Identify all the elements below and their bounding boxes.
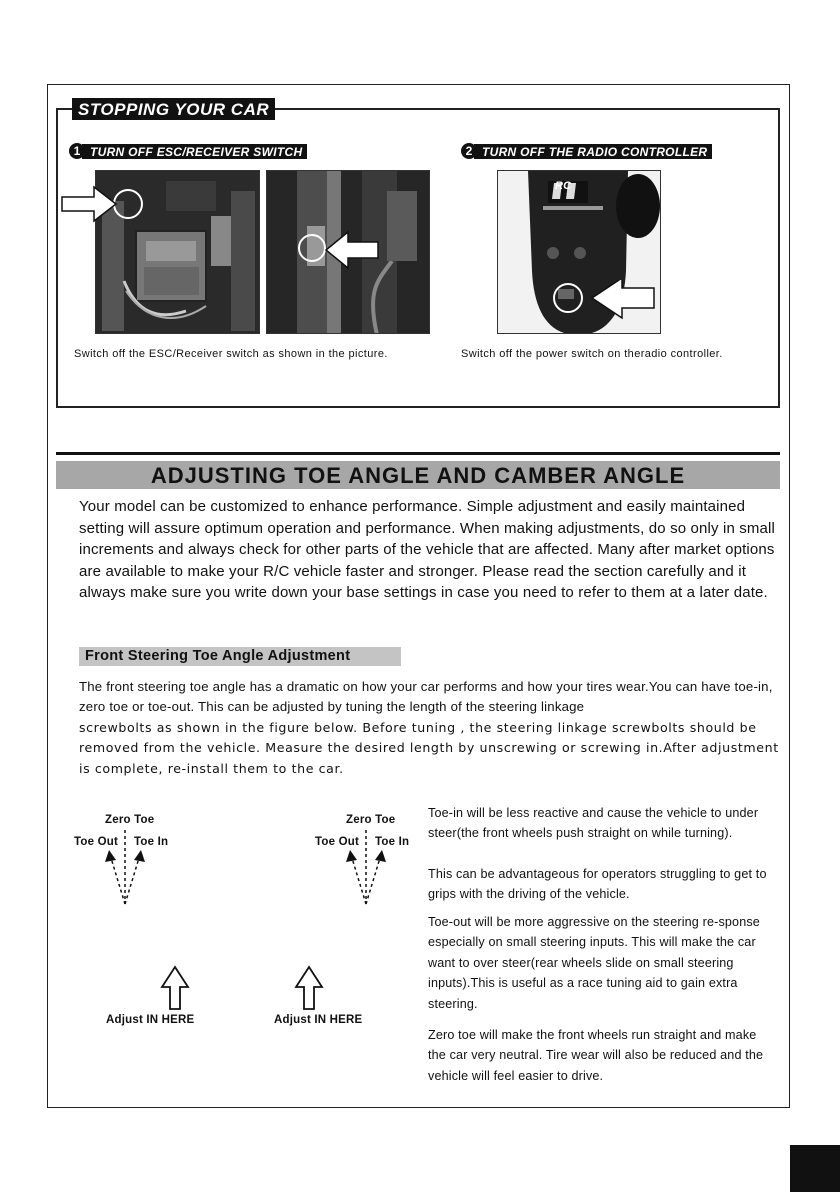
toe-out-note: Toe-out will be more aggressive on the steering re-sponse especially on small steering inputs. This will make the car want to over steer(rear wheels slide on small steering inputs).This is useful as a race tuning aid to gain extra steering.	[428, 915, 760, 1011]
left-adjust-label: Adjust IN HERE	[106, 1014, 195, 1026]
adjusting-banner: ADJUSTING TOE ANGLE AND CAMBER ANGLE	[56, 461, 780, 489]
left-toe-diagram	[100, 826, 160, 910]
front-toe-body-part1: The front steering toe angle has a dramatic on how your car performs and how your tires wear.You can have toe-in, zero toe or toe-out. This can be adjusted by tuning the length of the steering linkage	[79, 679, 773, 715]
right-toe-diagram	[341, 826, 401, 910]
transmitter-logo-text: RC	[555, 180, 572, 192]
right-toe-in-label: Toe In	[375, 836, 410, 848]
step-1-label: TURN OFF ESC/RECEIVER SWITCH	[82, 144, 307, 159]
left-zero-toe-label: Zero Toe	[105, 814, 155, 826]
front-toe-body-part2: screwbolts as shown in the figure below. Before tuning , the steering linkage screwbolts should be removed from the vehicle. Measure the desired length by unscrewing or screwing in.After adjustment is complete, re-install them to the car.	[79, 719, 779, 776]
right-zero-toe-label: Zero Toe	[346, 814, 396, 826]
section-divider	[56, 452, 780, 455]
right-adjust-label: Adjust IN HERE	[274, 1014, 363, 1026]
zero-toe-note: Zero toe will make the front wheels run straight and make the car very neutral. Tire wear will also be reduced and the vehicle will feel easier to drive.	[428, 1028, 764, 1083]
step-2-label: TURN OFF THE RADIO CONTROLLER	[474, 144, 712, 159]
step-2-header	[461, 143, 712, 159]
switch-pointer-arrow	[290, 228, 390, 278]
page-tab-marker	[790, 1145, 840, 1192]
toe-in-note-2: This can be advantageous for operators struggling to get to grips with the driving of the vehicle.	[428, 867, 767, 902]
stopping-section-title: STOPPING YOUR CAR	[72, 98, 275, 120]
step-1-header	[69, 143, 307, 159]
step-2-number: 2	[461, 143, 477, 159]
adjusting-intro-text: Your model can be customized to enhance performance. Simple adjustment and easily maintained setting will assure optimum operation and performance. When making adjustments, do so only in small increments and always check for other parts of the vehicle that are affected. Many after market options are available to make your R/C vehicle faster and stronger. Please read the section carefully and it always make sure you write down your base settings in case you need to refer to them at a later date.	[79, 498, 776, 602]
step-1-caption: Switch off the ESC/Receiver switch as shown in the picture.	[74, 348, 388, 360]
toe-in-note: Toe-in will be less reactive and cause the vehicle to under steer(the front wheels push straight on while turning).	[428, 806, 759, 841]
left-toe-out-label: Toe Out	[74, 836, 118, 848]
front-toe-heading: Front Steering Toe Angle Adjustment	[79, 647, 401, 666]
transmitter-pointer-arrow	[550, 280, 660, 320]
right-toe-out-label: Toe Out	[315, 836, 359, 848]
front-toe-body	[79, 677, 779, 779]
left-toe-in-label: Toe In	[134, 836, 169, 848]
step-2-caption: Switch off the power switch on theradio controller.	[461, 348, 723, 360]
left-adjust-arrow-icon	[160, 965, 190, 1011]
step-1-number: 1	[69, 143, 85, 159]
right-adjust-arrow-icon	[294, 965, 324, 1011]
esc-pointer-arrow	[58, 183, 158, 243]
